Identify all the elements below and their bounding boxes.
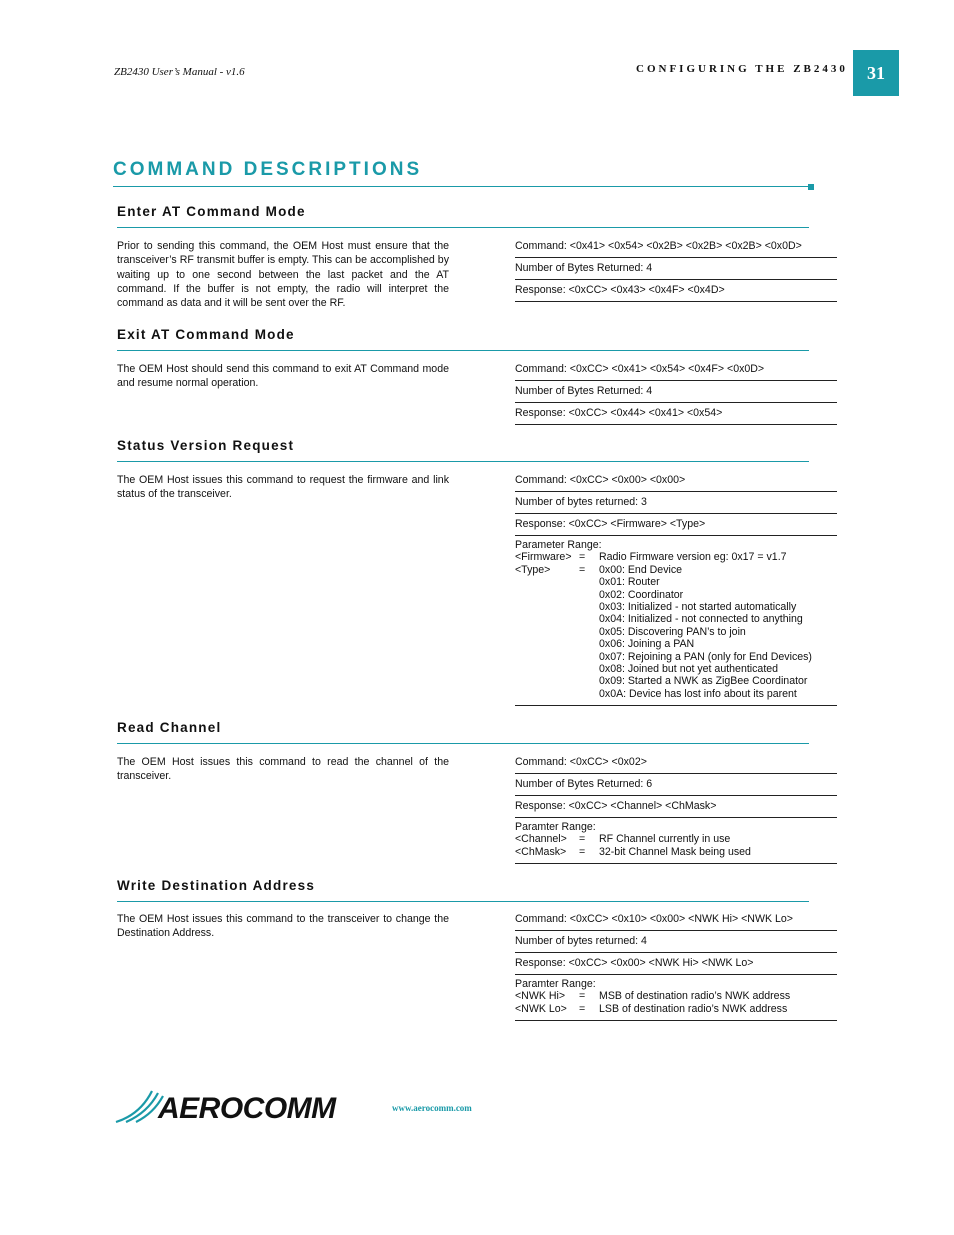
parameter-val: LSB of destination radio’s NWK address: [599, 1002, 788, 1015]
wave-icon: [116, 1091, 163, 1122]
parameter-key: [515, 651, 579, 663]
parameter-eq: [579, 651, 599, 663]
page-number: 31: [853, 50, 899, 96]
response-row: Response: <0xCC> <Firmware> <Type>: [515, 514, 837, 536]
parameter-row: [515, 576, 837, 588]
command-row: Command: <0xCC> <0x10> <0x00> <NWK Hi> <NWK Lo>: [515, 909, 837, 931]
section-description: The OEM Host issues this command to read the channel of the transceiver.: [117, 756, 449, 783]
parameter-val: 0x02: Coordinator: [599, 588, 684, 601]
parameter-row: [515, 613, 837, 625]
section-description: Prior to sending this command, the OEM Host must ensure that the transceiver’s RF transmit buffer is empty. This can be accomplished by waiting up to one second between the last packet and the AT command. If the buffer is not empty, the radio will interpret the command as data and it will be sent over the RF.: [117, 240, 449, 310]
parameter-row: [515, 638, 837, 650]
parameter-range: [515, 818, 837, 864]
title-rule-end: [808, 184, 814, 190]
parameter-key: [515, 663, 579, 675]
section-rule: [117, 227, 809, 228]
section-title-enter-at: Enter AT Command Mode: [117, 204, 306, 219]
parameter-eq: [579, 663, 599, 675]
section-description: The OEM Host issues this command to the transceiver to change the Destination Address.: [117, 913, 449, 940]
command-table: [515, 909, 837, 1021]
parameter-row: [515, 1003, 837, 1015]
parameter-list: [515, 990, 837, 1015]
parameter-val: 0x07: Rejoining a PAN (only for End Devices): [599, 650, 812, 663]
response-row: Response: <0xCC> <0x00> <NWK Hi> <NWK Lo>: [515, 953, 837, 975]
command-table: [515, 470, 837, 706]
parameter-list: [515, 833, 837, 858]
parameter-eq: [579, 638, 599, 650]
parameter-eq: =: [579, 563, 586, 576]
parameter-val: 0x04: Initialized - not connected to anything: [599, 613, 803, 626]
response-row: Response: <0xCC> <0x44> <0x41> <0x54>: [515, 403, 837, 425]
parameter-val: 0x09: Started a NWK as ZigBee Coordinator: [599, 675, 808, 688]
website-link[interactable]: www.aerocomm.com: [392, 1103, 472, 1113]
parameter-eq: =: [579, 845, 586, 858]
parameter-key: <NWK Lo>: [515, 1002, 567, 1015]
response-row: Response: <0xCC> <0x43> <0x4F> <0x4D>: [515, 280, 837, 302]
parameter-eq: [579, 675, 599, 687]
parameter-row: [515, 846, 837, 858]
parameter-val: 0x08: Joined but not yet authenticated: [599, 663, 779, 676]
command-row: Command: <0xCC> <0x41> <0x54> <0x4F> <0x0D>: [515, 359, 837, 381]
parameter-val: 0x06: Joining a PAN: [599, 638, 695, 651]
parameter-eq: =: [579, 990, 586, 1003]
parameter-key: <Firmware>: [515, 551, 572, 564]
parameter-key: <ChMask>: [515, 845, 567, 858]
chapter-title: CONFIGURING THE ZB2430: [636, 63, 848, 75]
parameter-row: [515, 564, 837, 576]
section-title-write-destination: Write Destination Address: [117, 878, 316, 893]
parameter-val: Radio Firmware version eg: 0x17 = v1.7: [599, 551, 787, 564]
bytes-row: Number of Bytes Returned: 4: [515, 381, 837, 403]
parameter-row: [515, 990, 837, 1002]
bytes-row: Number of bytes returned: 3: [515, 492, 837, 514]
section-title-exit-at: Exit AT Command Mode: [117, 327, 295, 342]
bytes-row: Number of bytes returned: 4: [515, 931, 837, 953]
parameter-key: [515, 688, 579, 700]
section-rule: [117, 461, 809, 462]
parameter-val: MSB of destination radio’s NWK address: [599, 990, 791, 1003]
section-title-read-channel: Read Channel: [117, 720, 222, 735]
section-description: The OEM Host should send this command to exit AT Command mode and resume normal operation.: [117, 363, 449, 390]
parameter-key: [515, 626, 579, 638]
page-title: COMMAND DESCRIPTIONS: [113, 159, 423, 180]
parameter-row: [515, 651, 837, 663]
parameter-val: 32-bit Channel Mask being used: [599, 845, 751, 858]
parameter-key: <NWK Hi>: [515, 990, 566, 1003]
section-rule: [117, 901, 809, 902]
response-row: Response: <0xCC> <Channel> <ChMask>: [515, 796, 837, 818]
parameter-header: Paramter Range:: [515, 821, 596, 833]
command-row: Command: <0x41> <0x54> <0x2B> <0x2B> <0x2B> <0x0D>: [515, 236, 837, 258]
parameter-key: [515, 589, 579, 601]
parameter-range: [515, 975, 837, 1021]
manual-title: ZB2430 User’s Manual - v1.6: [114, 66, 245, 78]
parameter-row: [515, 551, 837, 563]
parameter-val: 0x03: Initialized - not started automatically: [599, 601, 797, 614]
command-row: Command: <0xCC> <0x02>: [515, 752, 837, 774]
parameter-eq: [579, 601, 599, 613]
parameter-key: <Type>: [515, 563, 551, 576]
parameter-val: 0x0A: Device has lost info about its parent: [599, 687, 797, 700]
parameter-key: [515, 601, 579, 613]
parameter-val: 0x01: Router: [599, 576, 660, 589]
parameter-eq: [579, 589, 599, 601]
parameter-range: [515, 536, 837, 706]
section-rule: [117, 743, 809, 744]
title-rule: [113, 186, 811, 187]
parameter-list: [515, 551, 837, 700]
parameter-key: <Channel>: [515, 833, 567, 846]
parameter-row: [515, 675, 837, 687]
section-rule: [117, 350, 809, 351]
bytes-row: Number of Bytes Returned: 4: [515, 258, 837, 280]
parameter-row: [515, 833, 837, 845]
parameter-eq: =: [579, 1002, 586, 1015]
parameter-eq: [579, 613, 599, 625]
parameter-eq: =: [579, 833, 586, 846]
parameter-row: [515, 589, 837, 601]
parameter-val: 0x05: Discovering PAN’s to join: [599, 625, 746, 638]
parameter-val: RF Channel currently in use: [599, 833, 731, 846]
parameter-row: [515, 663, 837, 675]
parameter-eq: [579, 626, 599, 638]
parameter-key: [515, 613, 579, 625]
command-table: [515, 236, 837, 302]
parameter-eq: [579, 576, 599, 588]
parameter-val: 0x00: End Device: [599, 563, 683, 576]
aerocomm-logo: [114, 1087, 386, 1130]
parameter-header: Parameter Range:: [515, 539, 602, 551]
command-row: Command: <0xCC> <0x00> <0x00>: [515, 470, 837, 492]
section-description: The OEM Host issues this command to request the firmware and link status of the transceiver.: [117, 474, 449, 501]
command-table: [515, 752, 837, 864]
parameter-row: [515, 601, 837, 613]
logo-wordmark: AEROCOMM: [158, 1092, 336, 1125]
parameter-key: [515, 675, 579, 687]
parameter-eq: [579, 688, 599, 700]
parameter-key: [515, 638, 579, 650]
parameter-header: Paramter Range:: [515, 978, 596, 990]
parameter-row: [515, 688, 837, 700]
section-title-status-version: Status Version Request: [117, 438, 295, 453]
command-table: [515, 359, 837, 425]
parameter-key: [515, 576, 579, 588]
parameter-eq: =: [579, 551, 586, 564]
parameter-row: [515, 626, 837, 638]
bytes-row: Number of Bytes Returned: 6: [515, 774, 837, 796]
